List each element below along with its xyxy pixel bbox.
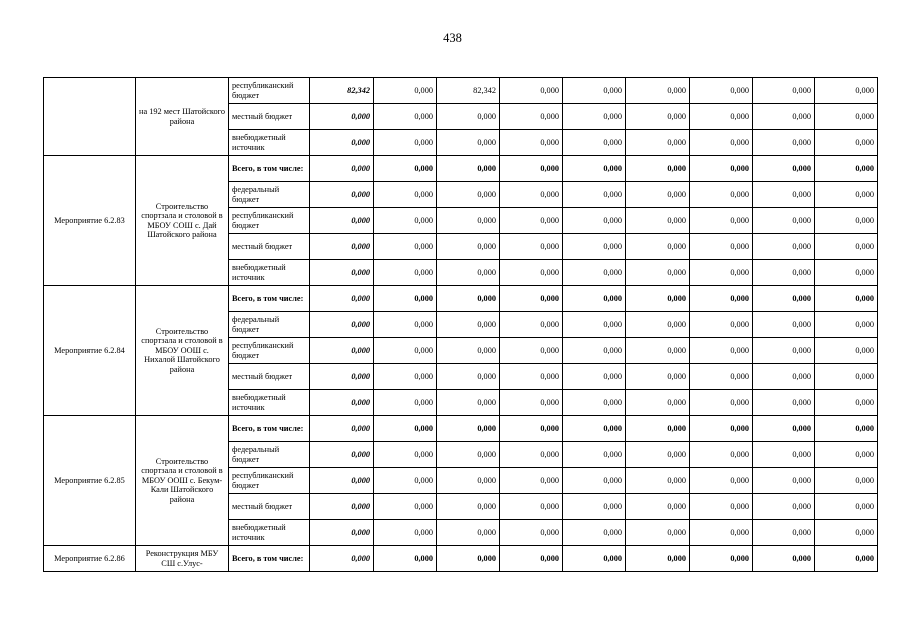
funding-source-cell: республиканский бюджет — [229, 78, 310, 104]
value-cell: 0,000 — [753, 208, 815, 234]
object-cell: Реконструкция МБУ СШ с.Улус- — [136, 546, 229, 572]
event-cell — [44, 78, 136, 156]
value-cell: 0,000 — [563, 286, 626, 312]
event-cell: Мероприятие 6.2.83 — [44, 156, 136, 286]
funding-source-cell: внебюджетный источник — [229, 520, 310, 546]
value-cell: 0,000 — [753, 494, 815, 520]
value-cell: 0,000 — [437, 442, 500, 468]
funding-source-cell: местный бюджет — [229, 234, 310, 260]
table-row — [44, 156, 878, 182]
value-cell: 0,000 — [563, 260, 626, 286]
value-cell: 0,000 — [690, 442, 753, 468]
value-cell: 0,000 — [563, 208, 626, 234]
total-value-cell: 0,000 — [310, 546, 374, 572]
value-cell: 0,000 — [690, 338, 753, 364]
funding-source-cell: Всего, в том числе: — [229, 156, 310, 182]
value-cell: 0,000 — [690, 234, 753, 260]
value-cell: 0,000 — [815, 390, 878, 416]
value-cell: 0,000 — [753, 546, 815, 572]
value-cell: 0,000 — [437, 234, 500, 260]
value-cell: 0,000 — [753, 468, 815, 494]
value-cell: 0,000 — [500, 286, 563, 312]
object-cell: на 192 мест Шатойского района — [136, 78, 229, 156]
value-cell: 0,000 — [500, 104, 563, 130]
value-cell: 0,000 — [563, 104, 626, 130]
total-value-cell: 82,342 — [310, 78, 374, 104]
value-cell: 0,000 — [563, 520, 626, 546]
value-cell: 0,000 — [563, 546, 626, 572]
value-cell: 0,000 — [690, 156, 753, 182]
value-cell: 0,000 — [437, 364, 500, 390]
value-cell: 0,000 — [626, 520, 690, 546]
total-value-cell: 0,000 — [310, 208, 374, 234]
funding-source-cell: республиканский бюджет — [229, 338, 310, 364]
table-row — [44, 416, 878, 442]
value-cell: 0,000 — [626, 546, 690, 572]
value-cell: 0,000 — [815, 286, 878, 312]
value-cell: 0,000 — [815, 130, 878, 156]
value-cell: 0,000 — [690, 520, 753, 546]
value-cell: 0,000 — [753, 364, 815, 390]
value-cell: 0,000 — [563, 494, 626, 520]
value-cell: 0,000 — [753, 156, 815, 182]
value-cell: 0,000 — [753, 286, 815, 312]
value-cell: 0,000 — [374, 520, 437, 546]
total-value-cell: 0,000 — [310, 156, 374, 182]
value-cell: 0,000 — [815, 260, 878, 286]
value-cell: 0,000 — [437, 416, 500, 442]
value-cell: 0,000 — [437, 312, 500, 338]
value-cell: 0,000 — [690, 364, 753, 390]
table-row — [44, 286, 878, 312]
funding-source-cell: федеральный бюджет — [229, 182, 310, 208]
value-cell: 0,000 — [374, 468, 437, 494]
object-cell: Строительство спортзала и столовой в МБОУ ООШ с. Бекум-Кали Шатойского района — [136, 416, 229, 546]
value-cell: 0,000 — [753, 442, 815, 468]
value-cell: 0,000 — [437, 338, 500, 364]
value-cell: 0,000 — [753, 520, 815, 546]
value-cell: 0,000 — [500, 546, 563, 572]
value-cell: 0,000 — [626, 494, 690, 520]
total-value-cell: 0,000 — [310, 130, 374, 156]
total-value-cell: 0,000 — [310, 442, 374, 468]
table-body — [44, 78, 878, 572]
value-cell: 0,000 — [437, 520, 500, 546]
value-cell: 0,000 — [815, 312, 878, 338]
funding-source-cell: внебюджетный источник — [229, 130, 310, 156]
value-cell: 0,000 — [753, 312, 815, 338]
value-cell: 0,000 — [815, 156, 878, 182]
value-cell: 0,000 — [690, 104, 753, 130]
value-cell: 0,000 — [626, 208, 690, 234]
value-cell: 0,000 — [690, 416, 753, 442]
funding-source-cell: республиканский бюджет — [229, 468, 310, 494]
value-cell: 0,000 — [690, 260, 753, 286]
value-cell: 0,000 — [437, 182, 500, 208]
value-cell: 0,000 — [563, 78, 626, 104]
funding-source-cell: внебюджетный источник — [229, 390, 310, 416]
object-cell: Строительство спортзала и столовой в МБОУ СОШ с. Дай Шатойского района — [136, 156, 229, 286]
value-cell: 0,000 — [374, 364, 437, 390]
value-cell: 0,000 — [626, 130, 690, 156]
value-cell: 0,000 — [374, 130, 437, 156]
value-cell: 0,000 — [753, 78, 815, 104]
value-cell: 0,000 — [753, 338, 815, 364]
total-value-cell: 0,000 — [310, 312, 374, 338]
value-cell: 0,000 — [563, 338, 626, 364]
funding-source-cell: Всего, в том числе: — [229, 416, 310, 442]
value-cell: 0,000 — [374, 156, 437, 182]
funding-source-cell: Всего, в том числе: — [229, 546, 310, 572]
value-cell: 0,000 — [437, 468, 500, 494]
value-cell: 0,000 — [437, 156, 500, 182]
value-cell: 0,000 — [500, 338, 563, 364]
total-value-cell: 0,000 — [310, 104, 374, 130]
value-cell: 0,000 — [500, 78, 563, 104]
value-cell: 0,000 — [563, 156, 626, 182]
value-cell: 0,000 — [690, 286, 753, 312]
value-cell: 0,000 — [690, 208, 753, 234]
value-cell: 0,000 — [626, 182, 690, 208]
value-cell: 0,000 — [626, 312, 690, 338]
funding-source-cell: внебюджетный источник — [229, 260, 310, 286]
table-row — [44, 546, 878, 572]
value-cell: 0,000 — [437, 494, 500, 520]
value-cell: 0,000 — [690, 494, 753, 520]
value-cell: 0,000 — [690, 546, 753, 572]
value-cell: 0,000 — [500, 416, 563, 442]
funding-source-cell: федеральный бюджет — [229, 312, 310, 338]
total-value-cell: 0,000 — [310, 416, 374, 442]
value-cell: 0,000 — [374, 260, 437, 286]
total-value-cell: 0,000 — [310, 520, 374, 546]
funding-source-cell: местный бюджет — [229, 494, 310, 520]
value-cell: 0,000 — [437, 286, 500, 312]
value-cell: 0,000 — [500, 156, 563, 182]
value-cell: 0,000 — [815, 442, 878, 468]
total-value-cell: 0,000 — [310, 286, 374, 312]
value-cell: 0,000 — [500, 468, 563, 494]
budget-table — [43, 77, 878, 572]
value-cell: 0,000 — [563, 182, 626, 208]
total-value-cell: 0,000 — [310, 182, 374, 208]
value-cell: 0,000 — [437, 260, 500, 286]
value-cell: 0,000 — [374, 234, 437, 260]
value-cell: 0,000 — [374, 494, 437, 520]
value-cell: 0,000 — [563, 234, 626, 260]
value-cell: 0,000 — [626, 416, 690, 442]
value-cell: 0,000 — [374, 390, 437, 416]
value-cell: 0,000 — [815, 208, 878, 234]
value-cell: 0,000 — [690, 182, 753, 208]
value-cell: 0,000 — [626, 78, 690, 104]
value-cell: 0,000 — [374, 416, 437, 442]
value-cell: 0,000 — [690, 312, 753, 338]
value-cell: 0,000 — [815, 494, 878, 520]
value-cell: 0,000 — [753, 390, 815, 416]
value-cell: 0,000 — [753, 416, 815, 442]
value-cell: 0,000 — [815, 416, 878, 442]
object-cell: Строительство спортзала и столовой в МБОУ ООШ с. Нихалой Шатойского района — [136, 286, 229, 416]
total-value-cell: 0,000 — [310, 234, 374, 260]
value-cell: 0,000 — [437, 546, 500, 572]
value-cell: 0,000 — [626, 468, 690, 494]
value-cell: 0,000 — [500, 442, 563, 468]
value-cell: 0,000 — [500, 364, 563, 390]
value-cell: 0,000 — [626, 104, 690, 130]
total-value-cell: 0,000 — [310, 260, 374, 286]
value-cell: 0,000 — [374, 208, 437, 234]
value-cell: 0,000 — [563, 130, 626, 156]
value-cell: 0,000 — [690, 78, 753, 104]
value-cell: 0,000 — [374, 312, 437, 338]
funding-source-cell: республиканский бюджет — [229, 208, 310, 234]
value-cell: 0,000 — [626, 442, 690, 468]
value-cell: 0,000 — [815, 520, 878, 546]
value-cell: 0,000 — [626, 338, 690, 364]
value-cell: 0,000 — [374, 78, 437, 104]
value-cell: 0,000 — [753, 182, 815, 208]
value-cell: 0,000 — [753, 260, 815, 286]
value-cell: 0,000 — [500, 182, 563, 208]
table-row — [44, 78, 878, 104]
value-cell: 0,000 — [500, 130, 563, 156]
value-cell: 0,000 — [815, 104, 878, 130]
value-cell: 0,000 — [500, 390, 563, 416]
total-value-cell: 0,000 — [310, 468, 374, 494]
value-cell: 0,000 — [753, 234, 815, 260]
value-cell: 82,342 — [437, 78, 500, 104]
event-cell: Мероприятие 6.2.85 — [44, 416, 136, 546]
value-cell: 0,000 — [563, 416, 626, 442]
funding-source-cell: федеральный бюджет — [229, 442, 310, 468]
value-cell: 0,000 — [690, 130, 753, 156]
value-cell: 0,000 — [437, 390, 500, 416]
value-cell: 0,000 — [374, 286, 437, 312]
value-cell: 0,000 — [500, 520, 563, 546]
value-cell: 0,000 — [753, 104, 815, 130]
value-cell: 0,000 — [563, 442, 626, 468]
event-cell: Мероприятие 6.2.86 — [44, 546, 136, 572]
value-cell: 0,000 — [815, 78, 878, 104]
value-cell: 0,000 — [374, 104, 437, 130]
value-cell: 0,000 — [563, 468, 626, 494]
page-number: 438 — [443, 31, 462, 45]
value-cell: 0,000 — [437, 208, 500, 234]
value-cell: 0,000 — [626, 234, 690, 260]
value-cell: 0,000 — [626, 260, 690, 286]
value-cell: 0,000 — [815, 546, 878, 572]
value-cell: 0,000 — [500, 260, 563, 286]
total-value-cell: 0,000 — [310, 364, 374, 390]
value-cell: 0,000 — [690, 468, 753, 494]
value-cell: 0,000 — [374, 442, 437, 468]
funding-source-cell: местный бюджет — [229, 364, 310, 390]
value-cell: 0,000 — [815, 468, 878, 494]
value-cell: 0,000 — [626, 286, 690, 312]
value-cell: 0,000 — [563, 364, 626, 390]
total-value-cell: 0,000 — [310, 338, 374, 364]
value-cell: 0,000 — [815, 338, 878, 364]
value-cell: 0,000 — [563, 312, 626, 338]
event-cell: Мероприятие 6.2.84 — [44, 286, 136, 416]
value-cell: 0,000 — [500, 494, 563, 520]
value-cell: 0,000 — [374, 182, 437, 208]
value-cell: 0,000 — [815, 182, 878, 208]
value-cell: 0,000 — [690, 390, 753, 416]
value-cell: 0,000 — [626, 156, 690, 182]
value-cell: 0,000 — [374, 338, 437, 364]
total-value-cell: 0,000 — [310, 390, 374, 416]
value-cell: 0,000 — [500, 208, 563, 234]
value-cell: 0,000 — [374, 546, 437, 572]
total-value-cell: 0,000 — [310, 494, 374, 520]
value-cell: 0,000 — [500, 234, 563, 260]
value-cell: 0,000 — [437, 104, 500, 130]
value-cell: 0,000 — [626, 390, 690, 416]
value-cell: 0,000 — [815, 364, 878, 390]
value-cell: 0,000 — [500, 312, 563, 338]
funding-source-cell: Всего, в том числе: — [229, 286, 310, 312]
value-cell: 0,000 — [563, 390, 626, 416]
value-cell: 0,000 — [815, 234, 878, 260]
value-cell: 0,000 — [626, 364, 690, 390]
value-cell: 0,000 — [753, 130, 815, 156]
value-cell: 0,000 — [437, 130, 500, 156]
funding-source-cell: местный бюджет — [229, 104, 310, 130]
